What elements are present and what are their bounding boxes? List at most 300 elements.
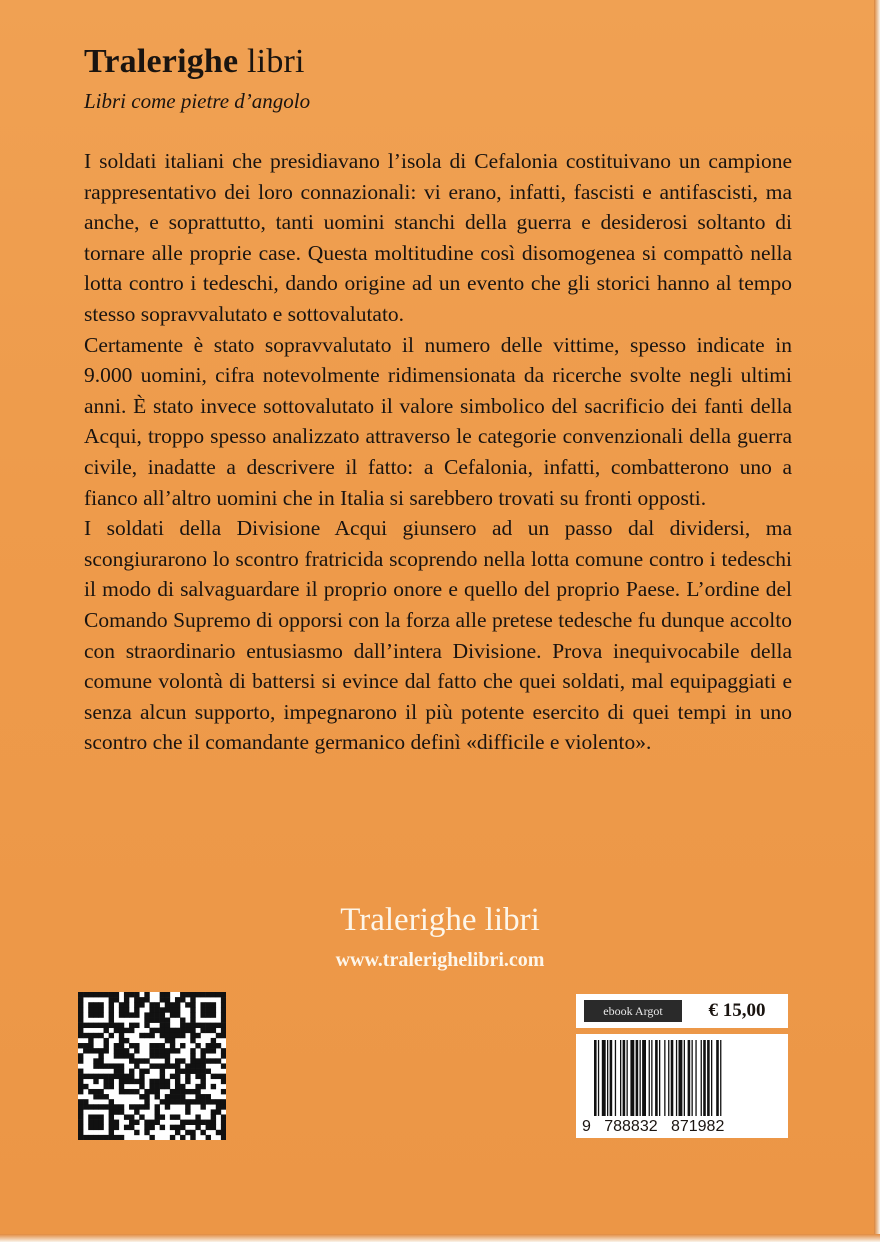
qr-module xyxy=(221,1130,226,1135)
qr-module xyxy=(139,1084,144,1089)
qr-module xyxy=(149,1043,154,1048)
qr-module xyxy=(109,1114,114,1119)
qr-module xyxy=(221,1114,226,1119)
qr-module xyxy=(129,1120,134,1125)
qr-module xyxy=(134,1063,139,1068)
qr-module xyxy=(180,1120,185,1125)
barcode-bar xyxy=(615,1040,616,1116)
qr-module xyxy=(78,1033,83,1038)
qr-module xyxy=(190,1033,195,1038)
qr-module xyxy=(78,1018,83,1023)
qr-module xyxy=(104,1094,109,1099)
qr-module xyxy=(83,1099,88,1104)
ebook-tag: ebook Argot xyxy=(584,1000,682,1022)
qr-module xyxy=(98,1114,103,1119)
qr-module xyxy=(119,1048,124,1053)
barcode-bar xyxy=(642,1040,646,1116)
qr-module xyxy=(221,992,226,997)
qr-module xyxy=(165,1099,170,1104)
qr-module xyxy=(124,1012,129,1017)
qr-module xyxy=(139,1069,144,1074)
qr-module xyxy=(175,1089,180,1094)
qr-module xyxy=(216,1043,221,1048)
qr-module xyxy=(93,1002,98,1007)
qr-module xyxy=(216,1099,221,1104)
qr-module xyxy=(98,1104,103,1109)
qr-module xyxy=(124,1053,129,1058)
qr-module xyxy=(221,1074,226,1079)
qr-module xyxy=(78,1023,83,1028)
qr-module xyxy=(155,1104,160,1109)
qr-code-graphic xyxy=(78,992,226,1140)
qr-module xyxy=(216,1033,221,1038)
qr-module xyxy=(78,992,83,997)
barcode-bar xyxy=(623,1040,626,1116)
qr-module xyxy=(185,1074,190,1079)
qr-module xyxy=(160,1028,165,1033)
qr-module xyxy=(170,1074,175,1079)
qr-module xyxy=(144,1069,149,1074)
qr-module xyxy=(175,997,180,1002)
qr-module xyxy=(221,1007,226,1012)
qr-module xyxy=(149,1033,154,1038)
qr-module xyxy=(155,1043,160,1048)
qr-module xyxy=(185,1023,190,1028)
qr-module xyxy=(175,1028,180,1033)
publisher-name-light: libri xyxy=(238,43,305,80)
barcode-bar xyxy=(640,1040,641,1116)
qr-module xyxy=(114,1063,119,1068)
qr-module xyxy=(206,1058,211,1063)
qr-module xyxy=(144,992,149,997)
qr-module xyxy=(160,1033,165,1038)
qr-module xyxy=(88,1120,93,1125)
qr-module xyxy=(185,1002,190,1007)
qr-module xyxy=(216,1109,221,1114)
qr-module xyxy=(206,992,211,997)
qr-module xyxy=(180,1125,185,1130)
qr-module xyxy=(93,1089,98,1094)
qr-module xyxy=(155,1048,160,1053)
qr-module xyxy=(93,992,98,997)
qr-module xyxy=(185,1104,190,1109)
qr-module xyxy=(104,1023,109,1028)
qr-module xyxy=(88,1135,93,1140)
barcode-bar xyxy=(695,1040,696,1116)
qr-module xyxy=(160,1084,165,1089)
qr-module xyxy=(93,1033,98,1038)
qr-module xyxy=(93,1104,98,1109)
qr-module xyxy=(83,1033,88,1038)
price-amount: € 15,00 xyxy=(708,1000,766,1021)
qr-module xyxy=(200,992,205,997)
qr-module xyxy=(170,1094,175,1099)
qr-module xyxy=(175,1007,180,1012)
qr-module xyxy=(195,1099,200,1104)
qr-module xyxy=(78,1084,83,1089)
qr-module xyxy=(165,1033,170,1038)
qr-module xyxy=(170,1114,175,1119)
publisher-footer xyxy=(0,900,880,972)
qr-module xyxy=(109,1135,114,1140)
qr-module xyxy=(129,992,134,997)
qr-module xyxy=(98,1002,103,1007)
qr-module xyxy=(98,1033,103,1038)
qr-module xyxy=(129,1069,134,1074)
qr-module xyxy=(200,1094,205,1099)
barcode-bar xyxy=(684,1040,685,1116)
qr-module xyxy=(200,1063,205,1068)
qr-module xyxy=(119,1043,124,1048)
qr-module xyxy=(170,1033,175,1038)
qr-module xyxy=(134,1079,139,1084)
qr-module xyxy=(93,1079,98,1084)
qr-module xyxy=(149,1002,154,1007)
qr-module xyxy=(98,1120,103,1125)
qr-module xyxy=(83,1074,88,1079)
qr-module xyxy=(180,1099,185,1104)
qr-module xyxy=(88,1048,93,1053)
qr-module xyxy=(221,1033,226,1038)
qr-module xyxy=(139,1079,144,1084)
qr-module xyxy=(98,1058,103,1063)
qr-module xyxy=(119,1109,124,1114)
qr-module xyxy=(124,1089,129,1094)
qr-module xyxy=(200,1007,205,1012)
qr-module xyxy=(144,1033,149,1038)
qr-module xyxy=(185,1079,190,1084)
qr-module xyxy=(165,1063,170,1068)
qr-module xyxy=(211,1120,216,1125)
qr-module xyxy=(88,1125,93,1130)
qr-module xyxy=(134,1007,139,1012)
qr-module xyxy=(78,1058,83,1063)
qr-module xyxy=(114,997,119,1002)
qr-module xyxy=(119,1084,124,1089)
blurb-paragraph: Certamente è stato sopravvalutato il numero delle vittime, spesso indicate in 9.000 uomini, cifra notevolmente ridimensionata da ricerche svolte negli ultimi anni. È stato invece sottovalutato il valore simbolico del sacrificio dei fanti della Acqui, troppo spesso analizzato attraverso le categorie convenzionali della guerra civile, inadatte a descrivere il fatto: a Cefalonia, infatti, combatterono uno a fianco all’altro uomini che in Italia si sarebbero trovati su fronti opposti. xyxy=(84,332,792,510)
barcode-bar xyxy=(655,1040,658,1116)
qr-module xyxy=(170,1002,175,1007)
qr-module xyxy=(160,1053,165,1058)
qr-module xyxy=(216,1130,221,1135)
barcode-bar xyxy=(688,1040,691,1116)
qr-module xyxy=(88,1074,93,1079)
qr-module xyxy=(175,1069,180,1074)
qr-module xyxy=(129,1104,134,1109)
qr-module xyxy=(211,1023,216,1028)
qr-module xyxy=(211,1109,216,1114)
qr-module xyxy=(170,1043,175,1048)
qr-module xyxy=(93,1114,98,1119)
qr-module xyxy=(144,1018,149,1023)
qr-module xyxy=(119,1033,124,1038)
qr-module xyxy=(211,1048,216,1053)
qr-module xyxy=(190,1135,195,1140)
qr-module xyxy=(149,1125,154,1130)
qr-module xyxy=(175,1074,180,1079)
barcode-bar xyxy=(701,1040,702,1116)
qr-module xyxy=(129,1079,134,1084)
barcode-bar xyxy=(707,1040,710,1116)
qr-module xyxy=(200,1099,205,1104)
qr-module xyxy=(190,1012,195,1017)
qr-module xyxy=(109,1109,114,1114)
barcode-bar xyxy=(594,1040,597,1116)
qr-module xyxy=(104,1104,109,1109)
qr-module xyxy=(144,1023,149,1028)
qr-module xyxy=(93,1074,98,1079)
qr-module xyxy=(211,1084,216,1089)
blurb-paragraph: I soldati italiani che presidiavano l’isola di Cefalonia costituivano un campione rappresentativo dei loro connazionali: vi erano, infatti, fascisti e antifascisti, ma anche, e soprattutto, tanti uomini stanchi della guerra e desiderosi soltanto di tornare alle proprie case. Questa moltitudine così disomogenea si compattò nella lotta contro i tedeschi, dando origine ad un evento che gli storici hanno al tempo stesso sopravvalutato e sottovalutato. xyxy=(84,149,792,326)
qr-module xyxy=(93,1125,98,1130)
qr-module xyxy=(149,1084,154,1089)
qr-module xyxy=(104,1028,109,1033)
qr-module xyxy=(180,1018,185,1023)
qr-module xyxy=(190,1069,195,1074)
qr-module xyxy=(206,1028,211,1033)
qr-module xyxy=(98,1023,103,1028)
qr-module xyxy=(129,1089,134,1094)
qr-module xyxy=(195,1074,200,1079)
qr-module xyxy=(78,1099,83,1104)
qr-module xyxy=(104,1048,109,1053)
qr-module xyxy=(78,1053,83,1058)
qr-module xyxy=(175,1012,180,1017)
qr-module xyxy=(211,1114,216,1119)
barcode-bar xyxy=(671,1040,674,1116)
qr-module xyxy=(139,1074,144,1079)
qr-module xyxy=(93,1012,98,1017)
qr-module xyxy=(190,1058,195,1063)
qr-module xyxy=(134,997,139,1002)
qr-module xyxy=(139,1033,144,1038)
qr-module xyxy=(83,1104,88,1109)
qr-module xyxy=(88,1104,93,1109)
qr-module xyxy=(114,1104,119,1109)
qr-module xyxy=(88,1038,93,1043)
qr-module xyxy=(88,1012,93,1017)
qr-module xyxy=(134,1043,139,1048)
qr-module xyxy=(221,1079,226,1084)
qr-module xyxy=(104,1079,109,1084)
qr-module xyxy=(221,1048,226,1053)
qr-module xyxy=(165,1094,170,1099)
qr-module xyxy=(175,1130,180,1135)
qr-module xyxy=(129,1114,134,1119)
qr-module xyxy=(119,1023,124,1028)
qr-module xyxy=(155,1109,160,1114)
qr-module xyxy=(109,992,114,997)
qr-module xyxy=(114,1028,119,1033)
qr-module xyxy=(144,1104,149,1109)
qr-module xyxy=(200,1048,205,1053)
qr-module xyxy=(144,997,149,1002)
qr-module xyxy=(195,1069,200,1074)
qr-module xyxy=(170,1063,175,1068)
qr-module xyxy=(185,1089,190,1094)
qr-module xyxy=(216,1074,221,1079)
qr-module xyxy=(165,997,170,1002)
qr-module xyxy=(139,1094,144,1099)
qr-module xyxy=(175,1114,180,1119)
qr-module xyxy=(190,992,195,997)
qr-module xyxy=(195,1084,200,1089)
qr-module xyxy=(109,1007,114,1012)
qr-module xyxy=(109,1033,114,1038)
qr-module xyxy=(129,1074,134,1079)
qr-module xyxy=(88,992,93,997)
qr-module xyxy=(88,1114,93,1119)
cover-edge-bottom xyxy=(0,1234,880,1242)
publisher-website: www.tralerighelibri.com xyxy=(335,949,545,971)
qr-module xyxy=(175,1125,180,1130)
barcode-bar xyxy=(620,1040,621,1116)
qr-module xyxy=(175,1048,180,1053)
qr-module xyxy=(109,1063,114,1068)
qr-module xyxy=(78,1135,83,1140)
qr-module xyxy=(149,1053,154,1058)
qr-module xyxy=(200,1069,205,1074)
qr-module xyxy=(78,1130,83,1135)
qr-module xyxy=(190,1089,195,1094)
qr-module xyxy=(155,1002,160,1007)
blurb-paragraph: I soldati della Divisione Acqui giunsero ad un passo dal dividersi, ma scongiurarono lo scontro fratricida scoprendo nella lotta comune contro i tedeschi il modo di salvaguardare il proprio onore e quello del proprio Paese. L’ordine del Comando Supremo di opporsi con la forza alle pretese tedesche fu dunque accolto con straordinario entusiasmo dall’intera Divisione. Prova inequivocabile della comune volontà di battersi si evince dal fatto che quei soldati, mal equipaggiati e senza alcun supporto, impegnarono il più potente esercito di quei tempi in uno scontro che il comandante germanico definì «difficile e violento». xyxy=(84,516,792,755)
qr-module xyxy=(83,992,88,997)
qr-module xyxy=(104,1084,109,1089)
qr-module xyxy=(206,1135,211,1140)
qr-module xyxy=(170,1012,175,1017)
qr-module xyxy=(195,1089,200,1094)
qr-module xyxy=(221,1135,226,1140)
qr-module xyxy=(109,1079,114,1084)
qr-module xyxy=(155,1053,160,1058)
qr-module xyxy=(104,1135,109,1140)
qr-module xyxy=(180,1023,185,1028)
barcode-bar xyxy=(679,1040,683,1116)
qr-module xyxy=(160,1074,165,1079)
qr-module xyxy=(190,1063,195,1068)
qr-module xyxy=(88,1089,93,1094)
qr-module xyxy=(195,992,200,997)
qr-module xyxy=(160,1018,165,1023)
qr-module xyxy=(170,1028,175,1033)
qr-module xyxy=(119,1069,124,1074)
qr-module xyxy=(190,1038,195,1043)
publisher-logo-text: Tralerighe libri xyxy=(340,902,540,938)
qr-module xyxy=(119,1038,124,1043)
qr-module xyxy=(149,1079,154,1084)
qr-module xyxy=(180,1058,185,1063)
qr-module xyxy=(211,1002,216,1007)
qr-module xyxy=(190,1018,195,1023)
qr-module xyxy=(175,1058,180,1063)
qr-module xyxy=(144,1120,149,1125)
qr-module xyxy=(119,1074,124,1079)
qr-module xyxy=(190,1048,195,1053)
qr-module xyxy=(180,1094,185,1099)
qr-module xyxy=(149,1012,154,1017)
qr-module xyxy=(206,1002,211,1007)
qr-module xyxy=(185,992,190,997)
qr-module xyxy=(129,1028,134,1033)
qr-module xyxy=(206,1048,211,1053)
qr-module xyxy=(114,1125,119,1130)
qr-module xyxy=(119,1104,124,1109)
qr-module xyxy=(149,1018,154,1023)
qr-module xyxy=(216,1104,221,1109)
qr-module xyxy=(104,1074,109,1079)
qr-module xyxy=(109,997,114,1002)
qr-module xyxy=(221,1002,226,1007)
qr-module xyxy=(165,1058,170,1063)
qr-module xyxy=(165,1084,170,1089)
qr-module xyxy=(114,992,119,997)
barcode-bar xyxy=(627,1040,628,1116)
qr-module xyxy=(175,1084,180,1089)
qr-module xyxy=(155,1084,160,1089)
qr-module xyxy=(139,1058,144,1063)
qr-module xyxy=(119,1063,124,1068)
qr-module xyxy=(195,1043,200,1048)
qr-module xyxy=(170,1048,175,1053)
qr-module xyxy=(206,1023,211,1028)
qr-module xyxy=(134,992,139,997)
barcode-bars xyxy=(584,1040,780,1118)
qr-module xyxy=(170,1125,175,1130)
qr-module xyxy=(165,1023,170,1028)
qr-module xyxy=(165,1104,170,1109)
qr-module xyxy=(144,1130,149,1135)
qr-module xyxy=(221,1120,226,1125)
qr-module xyxy=(78,1109,83,1114)
qr-module xyxy=(155,1028,160,1033)
qr-module xyxy=(185,1099,190,1104)
qr-module xyxy=(160,1007,165,1012)
qr-module xyxy=(211,1043,216,1048)
qr-module xyxy=(221,997,226,1002)
qr-module xyxy=(98,1063,103,1068)
qr-module xyxy=(195,1063,200,1068)
qr-module xyxy=(78,1079,83,1084)
qr-module xyxy=(104,992,109,997)
qr-module xyxy=(124,1079,129,1084)
barcode-bar xyxy=(668,1040,669,1116)
qr-module xyxy=(93,1120,98,1125)
qr-module xyxy=(165,1079,170,1084)
barcode-bar xyxy=(602,1040,606,1116)
qr-module xyxy=(119,1135,124,1140)
qr-module xyxy=(78,1069,83,1074)
qr-module xyxy=(144,1012,149,1017)
qr-module xyxy=(114,1023,119,1028)
qr-module xyxy=(160,1069,165,1074)
qr-module xyxy=(155,1089,160,1094)
qr-module xyxy=(119,1028,124,1033)
qr-module xyxy=(88,1007,93,1012)
qr-module xyxy=(206,1069,211,1074)
qr-module xyxy=(190,1120,195,1125)
qr-module xyxy=(119,1007,124,1012)
barcode-bar xyxy=(676,1040,677,1116)
qr-module xyxy=(195,1033,200,1038)
qr-module xyxy=(98,1135,103,1140)
qr-module xyxy=(124,997,129,1002)
qr-module xyxy=(190,1099,195,1104)
qr-module xyxy=(78,1007,83,1012)
qr-module xyxy=(109,1012,114,1017)
qr-module xyxy=(124,1002,129,1007)
qr-module xyxy=(190,1007,195,1012)
